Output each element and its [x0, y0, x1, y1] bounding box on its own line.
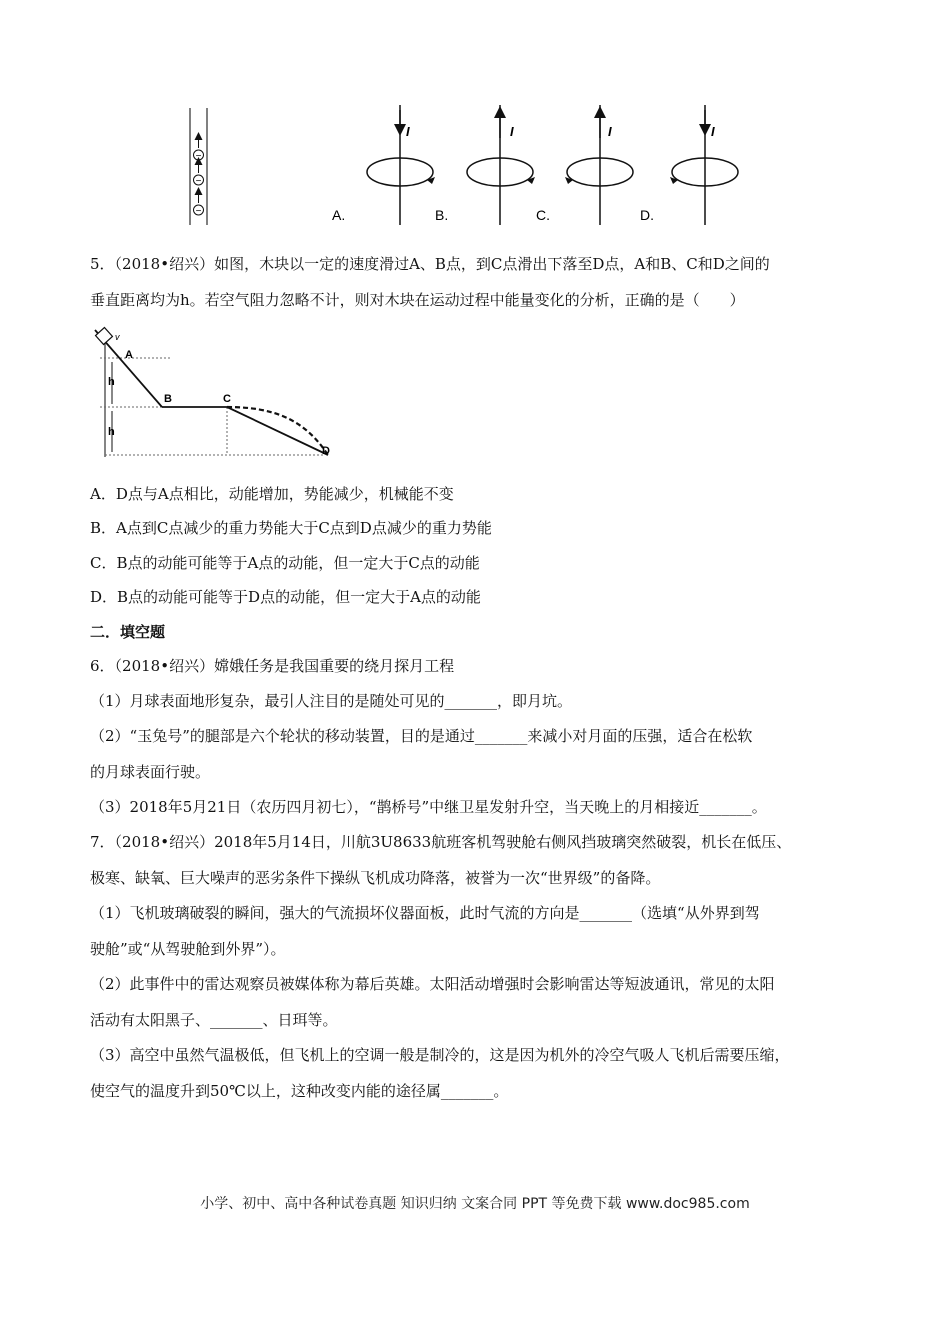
svg-text:B: B [164, 393, 172, 405]
electron [194, 191, 204, 217]
q5-option-c: C．B点的动能可能等于A点的动能，但一定大于C点的动能 [90, 554, 480, 572]
q5-option-b: B．A点到C点减少的重力势能大于C点到D点减少的重力势能 [90, 519, 492, 537]
svg-text:C: C [223, 393, 231, 405]
q7-stem-line-2: 极寒、缺氧、巨大噪声的恶劣条件下操纵飞机成功降落，被誉为一次“世界级”的备降。 [90, 869, 661, 887]
svg-text:I: I [608, 124, 612, 139]
q7-part-1-line-2: 驶舱”或“从驾驶舱到外界”）。 [90, 940, 286, 958]
q7-part-2-line-2: 活动有太阳黑子、_______、日珥等。 [90, 1011, 338, 1029]
page-footer: 小学、初中、高中各种试卷真题 知识归纳 文案合同 PPT 等免费下载 www.doc985.com [200, 1196, 750, 1212]
svg-text:I: I [406, 124, 410, 139]
q6-part-3: （3）2018年5月21日（农历四月初七），“鹊桥号”中继卫星发射升空，当天晚上的月相接近_______。 [90, 798, 767, 816]
svg-text:A.: A. [332, 207, 346, 223]
electron [194, 136, 204, 162]
q5-stem-line-1: 5．（2018•绍兴）如图，木块以一定的速度滑过A、B点，到C点滑出下落至D点，A和B、C和D之间的 [90, 255, 770, 273]
q7-stem-line-1: 7．（2018•绍兴）2018年5月14日，川航3U8633航班客机驾驶舱右侧风挡玻璃突然破裂，机长在低压、 [90, 833, 792, 851]
q7-part-2-line-1: （2）此事件中的雷达观察员被媒体称为幕后英雄。太阳活动增强时会影响雷达等短波通讯，常见的太阳 [90, 975, 775, 993]
svg-text:A: A [125, 349, 133, 361]
svg-text:I: I [711, 124, 715, 139]
svg-text:v: v [115, 332, 120, 342]
option-b-loop [435, 105, 535, 225]
svg-text:−: − [195, 206, 202, 217]
q6-part-1: （1）月球表面地形复杂，最引人注目的是随处可见的_______，即月坑。 [90, 692, 573, 710]
top-figure [180, 100, 740, 230]
q7-part-3-line-1: （3）高空中虽然气温极低，但飞机上的空调一般是制冷的，这是因为机外的冷空气吸人飞机后需要压缩， [90, 1046, 790, 1064]
option-c-loop [536, 105, 633, 225]
svg-text:−: − [195, 176, 202, 187]
q7-part-3-line-2: 使空气的温度升到50℃以上，这种改变内能的途径属_______。 [90, 1082, 509, 1100]
q6-part-2-line-1: （2）“玉兔号”的腿部是六个轮状的移动装置，目的是通过_______来减小对月面的压强，适合在松软 [90, 727, 753, 745]
svg-text:h: h [108, 426, 115, 438]
q5-figure [90, 322, 350, 464]
svg-text:D.: D. [640, 207, 654, 223]
svg-text:h: h [108, 376, 115, 388]
q7-part-1-line-1: （1）飞机玻璃破裂的瞬间，强大的气流损坏仪器面板，此时气流的方向是_______（选填“从外界到驾 [90, 904, 760, 922]
q5-stem-line-2: 垂直距离均为h。若空气阻力忽略不计，则对木块在运动过程中能量变化的分析，正确的是（ ） [90, 291, 745, 309]
svg-text:D: D [322, 445, 330, 457]
svg-text:I: I [510, 124, 514, 139]
svg-text:B.: B. [435, 207, 449, 223]
q6-part-2-line-2: 的月球表面行驶。 [90, 763, 211, 781]
q5-option-d: D．B点的动能可能等于D点的动能，但一定大于A点的动能 [90, 588, 481, 606]
option-d-loop [640, 105, 738, 225]
option-a-loop [332, 105, 435, 225]
wire-with-charges [190, 108, 207, 225]
electron [194, 161, 204, 187]
svg-text:C.: C. [536, 207, 550, 223]
q5-option-a: A．D点与A点相比，动能增加，势能减少，机械能不变 [90, 485, 454, 503]
svg-text:−: − [195, 151, 202, 162]
section-title-fill-blank: 二．填空题 [90, 623, 166, 641]
q6-stem: 6．（2018•绍兴）嫦娥任务是我国重要的绕月探月工程 [90, 657, 455, 675]
